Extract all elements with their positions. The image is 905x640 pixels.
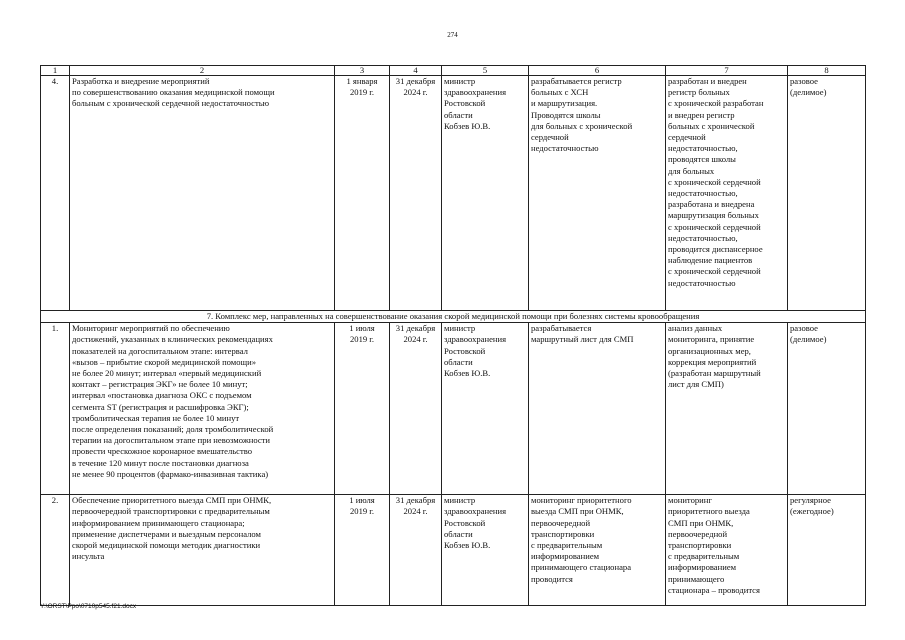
table-row xyxy=(41,495,866,606)
plan-table xyxy=(40,65,866,606)
result-cell: анализ данных мониторинга, принятие организационных мер, коррекция мероприятий (разработан маршрутный лист для СМП) xyxy=(666,323,788,495)
characteristic-cell: разрабатывается маршрутный лист для СМП xyxy=(529,323,666,495)
responsible-cell: министр здравоохранения Ростовской области Кобзев Ю.В. xyxy=(442,76,529,311)
characteristic-cell: разрабатывается регистр больных с ХСН и маршрутизация. Проводятся школы для больных с хронической сердечной недостаточностью xyxy=(529,76,666,311)
start-date-cell: 1 января 2019 г. xyxy=(335,76,390,311)
activity-cell: Мониторинг мероприятий по обеспечению достижений, указанных в клинических рекомендациях показателей на догоспитальном этапе: интервал «вызов – прибытие скорой медицинской помощи» не более 20 минут; интервал «первый медицинский контакт – регистрация ЭКГ» не более 10 минут; интервал «постановка диагноза ОКС с подъемом сегмента ST (регистрация и расшифровка ЭКГ); тромболитическая терапия не более 10 минут после определения показаний; доля тромболитической терапии на догоспитальном этапе при невозможности провести чрескожное коронарное вмешательство в течение 120 минут после постановки диагноза не менее 90 процентов (фармако-инвазивная тактика) xyxy=(70,323,335,495)
column-header: 1 xyxy=(41,66,70,76)
periodicity-cell: разовое (делимое) xyxy=(788,323,866,495)
end-date-cell: 31 декабря 2024 г. xyxy=(390,495,442,606)
page-number: 274 xyxy=(447,31,458,39)
result-cell: мониторинг приоритетного выезда СМП при ОНМК, первоочередной транспортировки с предварительным информированием принимающего стационара – проводится xyxy=(666,495,788,606)
row-number: 1. xyxy=(41,323,70,495)
end-date-cell: 31 декабря 2024 г. xyxy=(390,76,442,311)
table-row xyxy=(41,76,866,311)
column-header: 5 xyxy=(442,66,529,76)
end-date-cell: 31 декабря 2024 г. xyxy=(390,323,442,495)
periodicity-cell: регулярное (ежегодное) xyxy=(788,495,866,606)
start-date-cell: 1 июля 2019 г. xyxy=(335,495,390,606)
column-header: 2 xyxy=(70,66,335,76)
column-header: 6 xyxy=(529,66,666,76)
row-number: 2. xyxy=(41,495,70,606)
section-title: 7. Комплекс мер, направленных на совершенствование оказания скорой медицинской помощи при болезнях системы кровообращения xyxy=(41,311,866,323)
row-number: 4. xyxy=(41,76,70,311)
column-number-row xyxy=(41,66,866,76)
result-cell: разработан и внедрен регистр больных с хронической разработан и внедрен регистр больных с хронической сердечной недостаточностью, проводятся школы для больных с хронической сердечной недостаточностью, разработана и внедрена маршрутизация больных с хронической сердечной недостаточностью, проводится диспансерное наблюдение пациентов с хронической сердечной недостаточностью xyxy=(666,76,788,311)
characteristic-cell: мониторинг приоритетного выезда СМП при ОНМК, первоочередной транспортировки с предварительным информированием принимающего стационара проводится xyxy=(529,495,666,606)
column-header: 7 xyxy=(666,66,788,76)
periodicity-cell: разовое (делимое) xyxy=(788,76,866,311)
activity-cell: Обеспечение приоритетного выезда СМП при ОНМК, первоочередной транспортировки с предварительным информированием принимающего стационара; применение диспетчерами и выездным персоналом скорой медицинской помощи методик диагностики инсульта xyxy=(70,495,335,606)
responsible-cell: министр здравоохранения Ростовской области Кобзев Ю.В. xyxy=(442,495,529,606)
file-path-footer: Y:\ORST\Ppo\0710p545.f21.docx xyxy=(40,603,137,610)
start-date-cell: 1 июля 2019 г. xyxy=(335,323,390,495)
section-row xyxy=(41,311,866,323)
column-header: 4 xyxy=(390,66,442,76)
table-row xyxy=(41,323,866,495)
column-header: 3 xyxy=(335,66,390,76)
responsible-cell: министр здравоохранения Ростовской области Кобзев Ю.В. xyxy=(442,323,529,495)
activity-cell: Разработка и внедрение мероприятий по совершенствованию оказания медицинской помощи больным с хронической сердечной недостаточностью xyxy=(70,76,335,311)
column-header: 8 xyxy=(788,66,866,76)
